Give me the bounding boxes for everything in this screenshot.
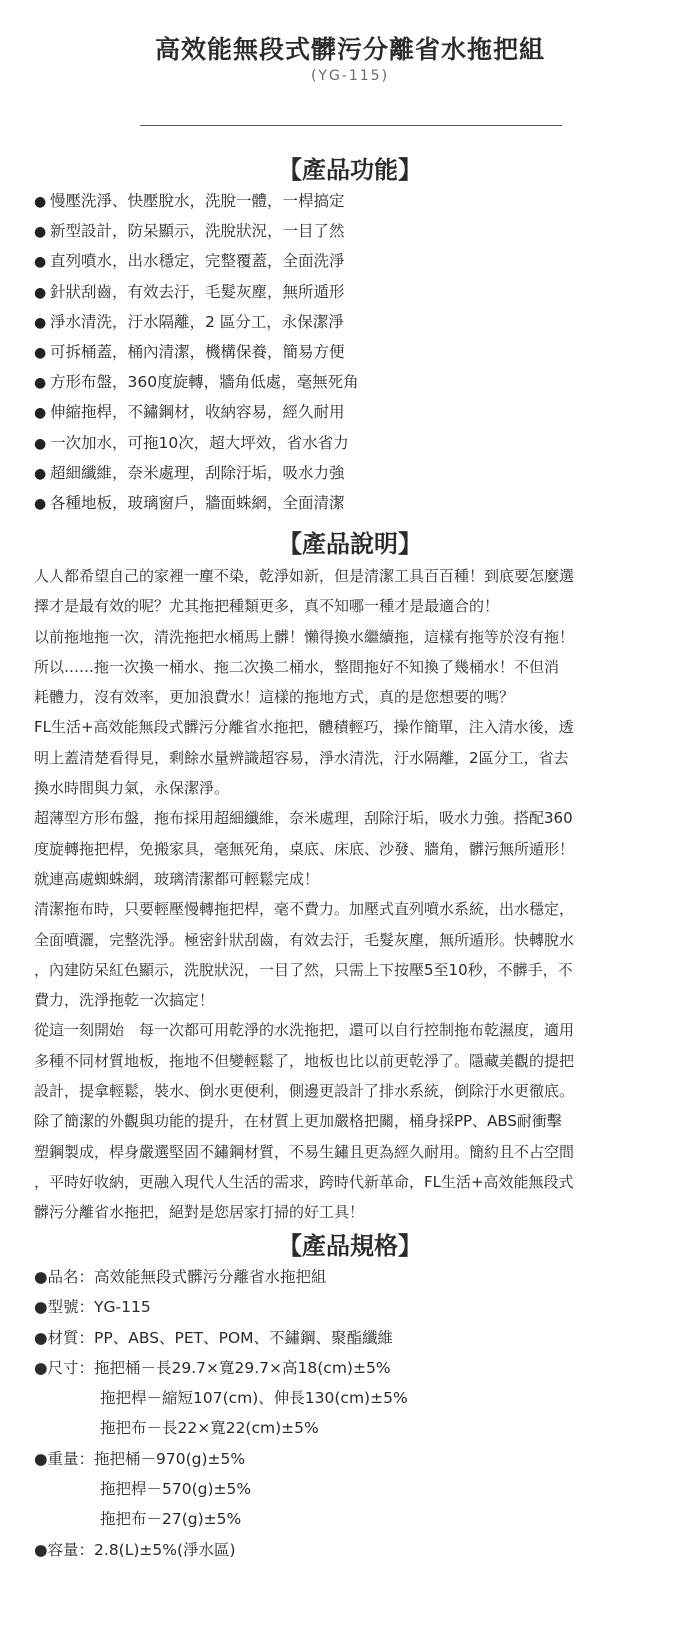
feature-item [34,488,674,518]
description-line: 多種不同材質地板，拖地不但變輕鬆了，地板也比以前更乾淨了。隱藏美觀的提把 [34,1051,575,1070]
feature-text: 慢壓洗淨、快壓脫水，洗脫一體，一桿搞定 [50,192,345,210]
spec-label: ●容量： [34,1540,95,1559]
feature-item [34,186,674,216]
feature-item [34,458,674,488]
description-line: 以前拖地拖一次，清洗拖把水桶馬上髒！懶得換水繼續拖，這樣有拖等於沒有拖！ [34,627,575,646]
description-line: 擇才是最有效的呢？尤其拖把種類更多，真不知哪一種才是最適合的！ [34,597,500,616]
description-heading: 【產品說明】 [278,530,422,558]
spec-value: YG-115 [94,1298,151,1317]
divider [140,125,562,126]
bullet-icon: ● [34,224,47,241]
feature-text: 針狀刮齒，有效去汙，毛髮灰塵，無所遁形 [50,282,345,301]
description-line: FL生活+高效能無段式髒污分離省水拖把，體積輕巧，操作簡單，注入清水後，透 [34,718,574,737]
bullet-icon: ● [34,194,47,210]
spec-label: ●品名： [34,1268,95,1286]
feature-item [34,307,674,337]
spec-row-continued [34,1413,674,1443]
bullet-icon: ● [34,344,47,361]
product-title: 高效能無段式髒污分離省水拖把組 [154,35,545,64]
description-line: 人人都希望自己的家裡一塵不染，乾淨如新，但是清潔工具百百種！到底要怎麼選 [34,567,575,585]
spec-value: 拖把布－長22×寬22(cm)±5% [100,1419,319,1438]
feature-text: 可拆桶蓋，桶內清潔，機構保養，簡易方便 [50,342,345,361]
features-heading: 【產品功能】 [278,156,422,184]
description-line: 就連高處蜘蛛網，玻璃清潔都可輕鬆完成！ [34,869,320,888]
description-line: 度旋轉拖把桿，免搬家具，毫無死角，桌底、床底、沙發、牆角，髒污無所遁形！ [34,839,575,858]
feature-text: 超細纖維，奈米處理，刮除汙垢，吸水力強 [50,463,345,482]
feature-text: 新型設計，防呆顯示，洗脫狀況，一目了然 [50,222,345,241]
feature-item [34,246,674,276]
model-code: (YG-115) [310,68,390,84]
feature-item [34,216,674,246]
description-line: 費力，洗淨拖乾一次搞定！ [34,991,215,1010]
description-body [34,561,674,1228]
spec-value: 拖把桿－縮短107(cm)、伸長130(cm)±5% [100,1389,408,1408]
spec-row [34,1444,674,1474]
spec-value: PP、ABS、PET、POM、不鏽鋼、聚酯纖維 [94,1328,394,1347]
description-line: 髒污分離省水拖把，絕對是您居家打掃的好工具！ [34,1203,365,1222]
description-line: ，平時好收納，更融入現代人生活的需求，跨時代新革命，FL生活+高效能無段式 [34,1172,574,1191]
description-line: 塑鋼製成，桿身嚴選堅固不鏽鋼材質，不易生鏽且更為經久耐用。簡約且不占空間 [34,1142,575,1161]
description-line: 設計，提拿輕鬆，裝水、倒水更便利，側邊更設計了排水系統，倒除汙水更徹底。 [34,1082,575,1101]
spec-row [34,1323,674,1353]
feature-item [34,277,674,307]
spec-value: 拖把桿－570(g)±5% [100,1480,252,1499]
bullet-icon: ● [34,495,47,512]
bullet-icon: ● [34,405,47,422]
bullet-icon: ● [34,254,47,271]
description-line: 明上蓋清楚看得見，剩餘水量辨識超容易，淨水清洗，汙水隔離，2區分工，省去 [34,748,569,767]
spec-row [34,1535,674,1565]
feature-text: 直列噴水，出水穩定，完整覆蓋，全面洗淨 [50,252,345,271]
description-line: 全面噴灑，完整洗淨。極密針狀刮齒，有效去汙，毛髮灰塵，無所遁形。快轉脫水 [34,930,575,949]
spec-label: ●型號： [34,1298,95,1317]
feature-text: 方形布盤，360度旋轉，牆角低處，毫無死角 [50,373,359,392]
feature-item [34,397,674,427]
description-line: 超薄型方形布盤，拖布採用超細纖維，奈米處理，刮除汙垢，吸水力強。搭配360 [34,809,573,828]
features-list [34,186,674,518]
feature-text: 一次加水，可拖10次，超大坪效，省水省力 [50,433,349,452]
description-line: 從這一刻開始 每一次都可用乾淨的水洗拖把，還可以自行控制拖布乾濕度，適用 [34,1021,575,1040]
description-line: ，內建防呆紅色顯示，洗脫狀況，一目了然，只需上下按壓5至10秒，不髒手，不 [34,960,573,979]
spec-label: ●材質： [34,1328,95,1347]
bullet-icon: ● [34,375,47,392]
feature-text: 伸縮拖桿，不鏽鋼材，收納容易，經久耐用 [50,403,345,422]
description-line: 所以……拖一次換一桶水、拖二次換二桶水，整間拖好不知換了幾桶水！不但消 [34,657,560,676]
description-line: 清潔拖布時，只要輕壓慢轉拖把桿，毫不費力。加壓式直列噴水系統，出水穩定， [34,900,575,919]
spec-label: ●尺寸： [34,1358,95,1377]
spec-value: 拖把桶－長29.7×寬29.7×高18(cm)±5% [94,1358,391,1377]
spec-value: 2.8(L)±5%(淨水區) [94,1540,236,1559]
spec-row-continued [34,1474,674,1504]
feature-text: 各種地板，玻璃窗戶，牆面蛛網，全面清潔 [50,493,345,512]
spec-row-continued [34,1383,674,1413]
description-line: 換水時間與力氣，永保潔淨。 [34,779,230,798]
description-line: 除了簡潔的外觀與功能的提升，在材質上更加嚴格把關，桶身採PP、ABS耐衝擊 [34,1112,562,1131]
spec-row [34,1292,674,1322]
feature-text: 淨水清洗，汙水隔離，2 區分工，永保潔淨 [50,312,344,331]
spec-label: ●重量： [34,1449,95,1468]
specs-heading: 【產品規格】 [278,1232,422,1260]
specs-list [34,1262,674,1565]
description-line: 耗體力，沒有效率，更加浪費水！這樣的拖地方式，真的是您想要的嗎？ [34,688,515,707]
spec-row [34,1353,674,1383]
spec-value: 拖把布－27(g)±5% [100,1510,242,1529]
spec-row [34,1262,674,1292]
spec-value: 拖把桶－970(g)±5% [94,1449,246,1468]
bullet-icon: ● [34,465,47,482]
spec-value: 高效能無段式髒污分離省水拖把組 [94,1268,327,1286]
feature-item [34,337,674,367]
feature-item [34,428,674,458]
spec-row-continued [34,1504,674,1534]
bullet-icon: ● [34,435,47,452]
feature-item [34,367,674,397]
bullet-icon: ● [34,284,47,301]
bullet-icon: ● [34,314,47,331]
